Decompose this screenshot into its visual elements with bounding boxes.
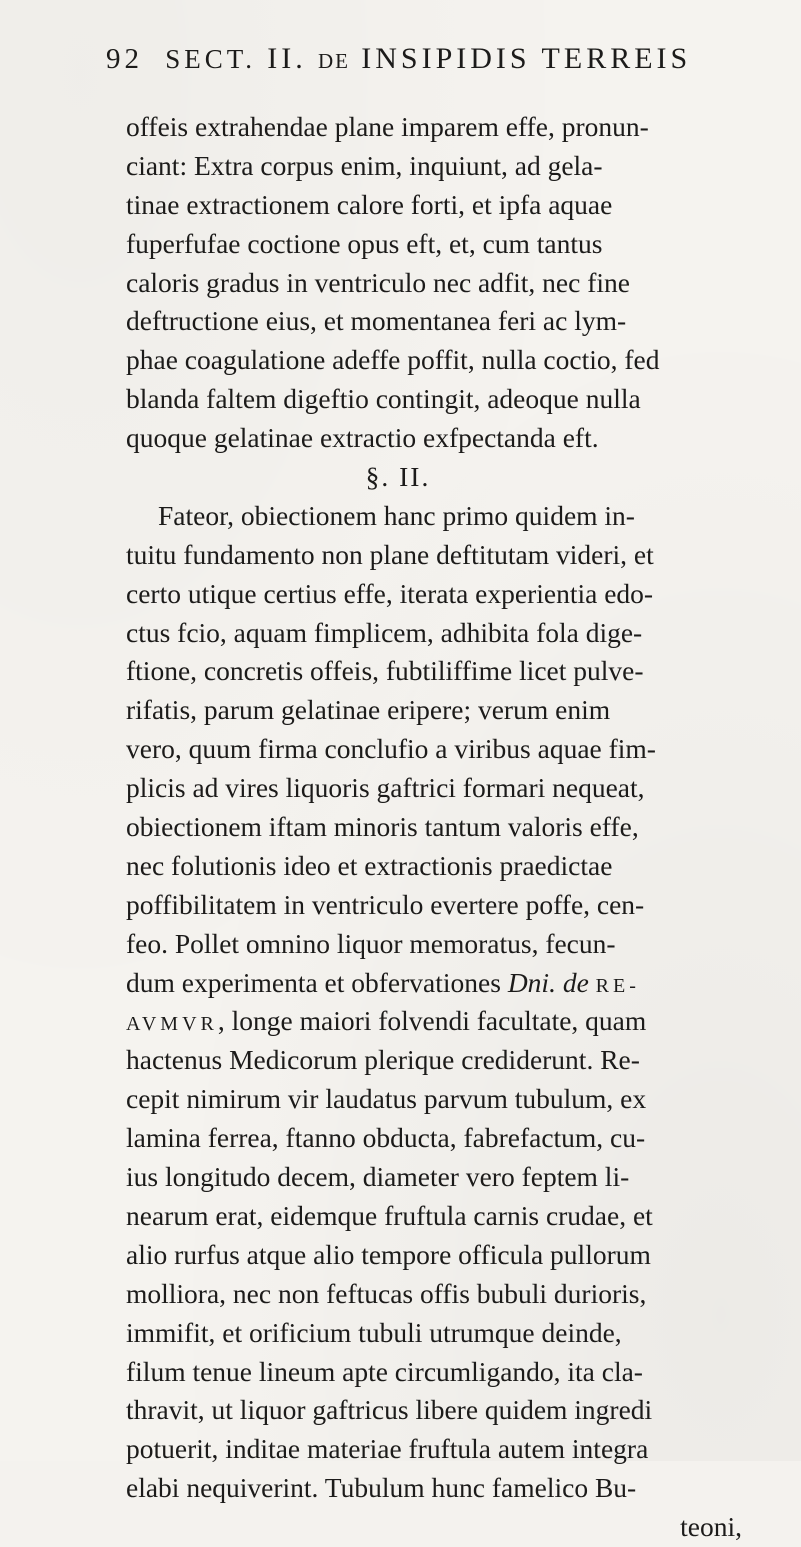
text-line: elabi nequiverint. Tubulum hunc famelico Bu- (126, 1472, 637, 1504)
text-segment: dum experimenta et obfervationes (126, 966, 508, 998)
text-line: vero, quum firma conclufio a viribus aquae fim- (126, 733, 656, 765)
text-line: ius longitudo decem, diameter vero feptem li- (126, 1161, 630, 1193)
text-line: thravit, ut liquor gaftricus libere quidem ingredi (126, 1394, 653, 1426)
page-number: 92 (106, 43, 143, 75)
text-line: tuitu fundamento non plane deftitutam videri, et (126, 538, 654, 570)
text-line: potuerit, inditae materiae fruftula autem integra (126, 1433, 649, 1465)
text-line: alio rurfus atque alio tempore officula pullorum (126, 1238, 651, 1270)
section-label: SECT. (165, 44, 257, 74)
text-line (126, 1002, 750, 1041)
text-line: feo. Pollet omnino liquor memoratus, fecun- (126, 927, 616, 959)
text-line: molliora, nec non feftucas offis bubuli durioris, (126, 1277, 647, 1309)
catchword: teoni, (680, 1511, 742, 1543)
header-de: DE (318, 49, 350, 73)
text-line: ciant: Extra corpus enim, inquiunt, ad gela- (126, 149, 603, 181)
text-line: caloris gradus in ventriculo nec adfit, nec fine (126, 266, 630, 298)
text-line: blanda faltem digeftio contingit, adeoque nulla (126, 383, 641, 415)
text-line (126, 964, 750, 1003)
text-line: obiectionem iftam minoris tantum valoris effe, (126, 811, 639, 843)
author-name-italic: Dni. de (507, 966, 589, 998)
text-line: nec folutionis ideo et extractionis praedictae (126, 849, 613, 881)
author-name-smallcaps: AVMVR (126, 1013, 218, 1036)
text-line: offeis extrahendae plane imparem effe, pronun- (126, 111, 649, 142)
text-line: filum tenue lineum apte circumligando, ita cla- (126, 1355, 643, 1387)
text-line: cepit nimirum vir laudatus parvum tubulum, ex (126, 1083, 647, 1115)
text-line: deftructione eius, et momentanea feri ac lym- (126, 305, 627, 337)
text-line: phae coagulatione adeffe poffit, nulla coctio, fed (126, 344, 660, 376)
header-title: INSIPIDIS TERREIS (361, 42, 692, 75)
text-line: ftione, concretis offeis, fubtiliffime licet pulve- (126, 655, 644, 687)
text-line: plicis ad vires liquoris gaftrici formari nequeat, (126, 772, 645, 804)
text-line: fuperfufae coctione opus eft, et, cum tantus (126, 227, 603, 259)
text-line: ctus fcio, aquam fimplicem, adhibita fola dige- (126, 616, 643, 648)
text-line: Fateor, obiectionem hanc primo quidem in- (158, 499, 635, 531)
text-segment: , longe maiori folvendi facultate, quam (217, 1005, 647, 1037)
text-line: rifatis, parum gelatinae eripere; verum enim (126, 694, 611, 726)
text-line: nearum erat, eidemque fruftula carnis crudae, et (126, 1199, 653, 1231)
running-head (106, 42, 746, 82)
section-number: II. (267, 42, 307, 75)
text-line: hactenus Medicorum plerique crediderunt. Re- (126, 1044, 640, 1076)
text-line: certo utique certius effe, iterata experientia edo- (126, 577, 654, 609)
text-line: immifit, et orificium tubuli utrumque deinde, (126, 1316, 622, 1348)
section-heading: §. II. (365, 461, 431, 493)
body-text (126, 108, 750, 1547)
text-line: quoque gelatinae extractio exfpectanda eft. (126, 422, 599, 454)
text-line: poffibilitatem in ventriculo evertere poffe, cen- (126, 888, 645, 920)
author-name-smallcaps: RE- (595, 974, 640, 997)
text-line: lamina ferrea, ftanno obducta, fabrefactum, cu- (126, 1122, 646, 1154)
text-line: tinae extractionem calore forti, et ipfa aquae (126, 188, 613, 220)
